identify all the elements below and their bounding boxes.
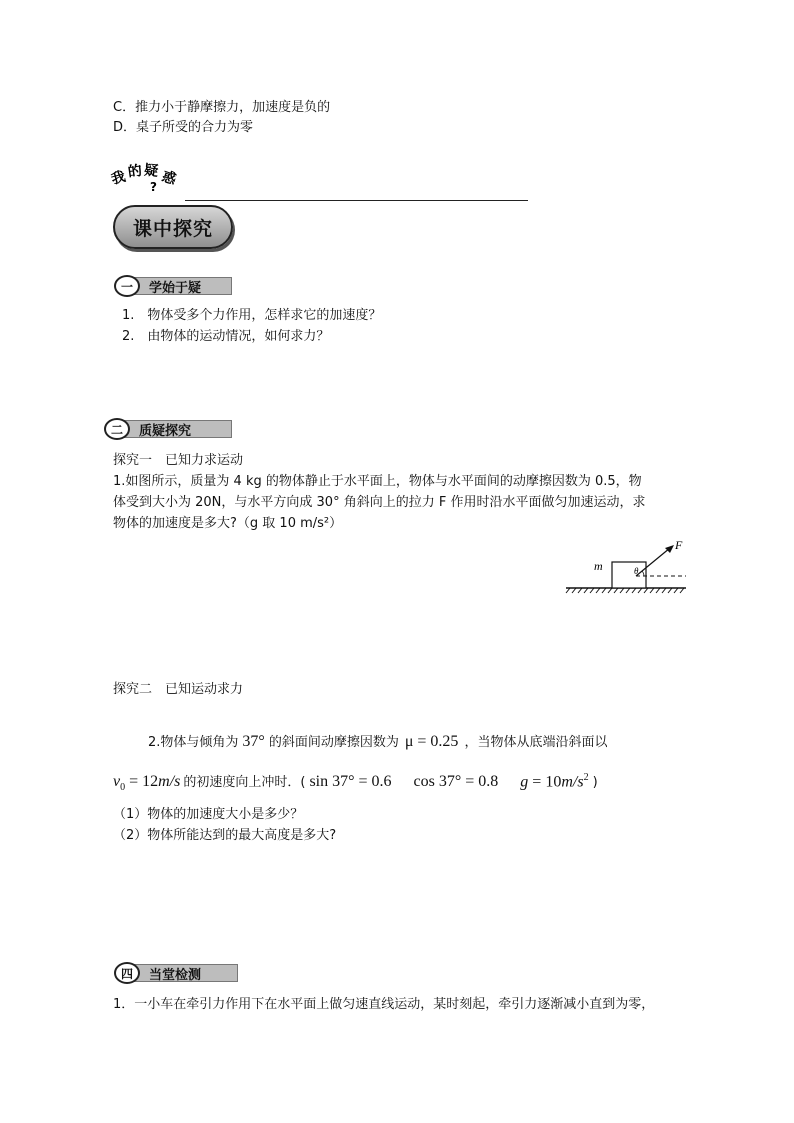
svg-text:我: 我 xyxy=(110,168,128,188)
section-4-title: 当堂检测 xyxy=(130,964,238,982)
p2-mu: μ = 0.25 xyxy=(404,733,459,750)
p2-v-eq: = 12 xyxy=(125,773,159,790)
in-class-banner xyxy=(113,205,233,249)
force-diagram xyxy=(562,534,692,594)
problem-1-line-1: 1.如图所示，质量为 4 kg 的物体静止于水平面上，物体与水平面间的动摩擦因数为 0.5，物 xyxy=(113,474,642,489)
section-2-number: 二 xyxy=(104,418,130,440)
section-1-q1: 1. 物体受多个力作用，怎样求它的加速度？ xyxy=(122,308,382,323)
p2-v-sub: 0 xyxy=(120,782,126,794)
p2-v-unit: m/s xyxy=(158,773,181,790)
doubt-wordart xyxy=(110,162,190,194)
problem-1-line-2: 体受到大小为 20N，与水平方向成 30° 角斜向上的拉力 F 作用时沿水平面做匀加速运动，求 xyxy=(113,495,646,510)
p2-g: g xyxy=(520,773,529,790)
p2-g-unit: m/s xyxy=(561,773,584,790)
block-mass xyxy=(612,562,646,588)
p2-text-2: 的初速度向上冲时．( xyxy=(183,775,306,790)
section-1-title: 学始于疑 xyxy=(130,277,232,295)
section-1-q2: 2. 由物体的运动情况，如何求力？ xyxy=(122,329,330,344)
p2-text-e: ，当物体从底端沿斜面以 xyxy=(464,735,608,750)
problem-2-sub-2: （2）物体所能达到的最大高度是多大? xyxy=(113,828,337,843)
p2-text-a: 2.物体与倾角为 xyxy=(148,735,239,750)
svg-text:的: 的 xyxy=(126,162,144,181)
problem-2-line-1 xyxy=(148,731,607,751)
doubt-writing-line xyxy=(185,200,528,201)
section-4-q1: 1．一小车在牵引力作用下在水平面上做匀速直线运动，某时刻起，牵引力逐渐减小直到为零， xyxy=(113,997,655,1012)
p2-cos: cos 37° = 0.8 xyxy=(413,773,499,790)
svg-text:?: ? xyxy=(150,180,157,194)
mass-label: m xyxy=(594,559,603,573)
p2-angle: 37° xyxy=(242,733,265,750)
svg-text:疑: 疑 xyxy=(143,162,159,180)
in-class-title: 课中探究 xyxy=(132,217,213,240)
p2-g-eq: = 10 xyxy=(528,773,562,790)
problem-2-line-2 xyxy=(113,771,598,793)
svg-text:惑: 惑 xyxy=(159,168,179,189)
section-1-header xyxy=(114,275,232,297)
option-c: C．推力小于静摩擦力，加速度是负的 xyxy=(113,100,331,115)
theta-label: θ xyxy=(634,566,639,576)
p2-close: ) xyxy=(592,775,598,790)
explore-1-title: 探究一 已知力求运动 xyxy=(113,453,244,468)
section-2-header xyxy=(104,418,232,440)
p2-v: v xyxy=(113,773,121,790)
section-4-header xyxy=(114,962,238,984)
explore-2-title: 探究二 已知运动求力 xyxy=(113,682,244,697)
problem-2-sub-1: （1）物体的加速度大小是多少？ xyxy=(113,807,304,822)
p2-g-sq: 2 xyxy=(583,771,589,783)
p2-sin: sin 37° = 0.6 xyxy=(309,773,392,790)
force-label: F xyxy=(675,538,683,552)
section-2-title: 质疑探究 xyxy=(120,420,232,438)
problem-1-line-3: 物体的加速度是多大?（g 取 10 m/s²） xyxy=(113,516,343,531)
force-arrowhead xyxy=(665,545,674,553)
section-1-number: 一 xyxy=(114,275,140,297)
section-4-number: 四 xyxy=(114,962,140,984)
doubt-label xyxy=(110,162,190,194)
p2-text-c: 的斜面间动摩擦因数为 xyxy=(268,735,399,750)
option-d: D．桌子所受的合力为零 xyxy=(113,120,254,135)
